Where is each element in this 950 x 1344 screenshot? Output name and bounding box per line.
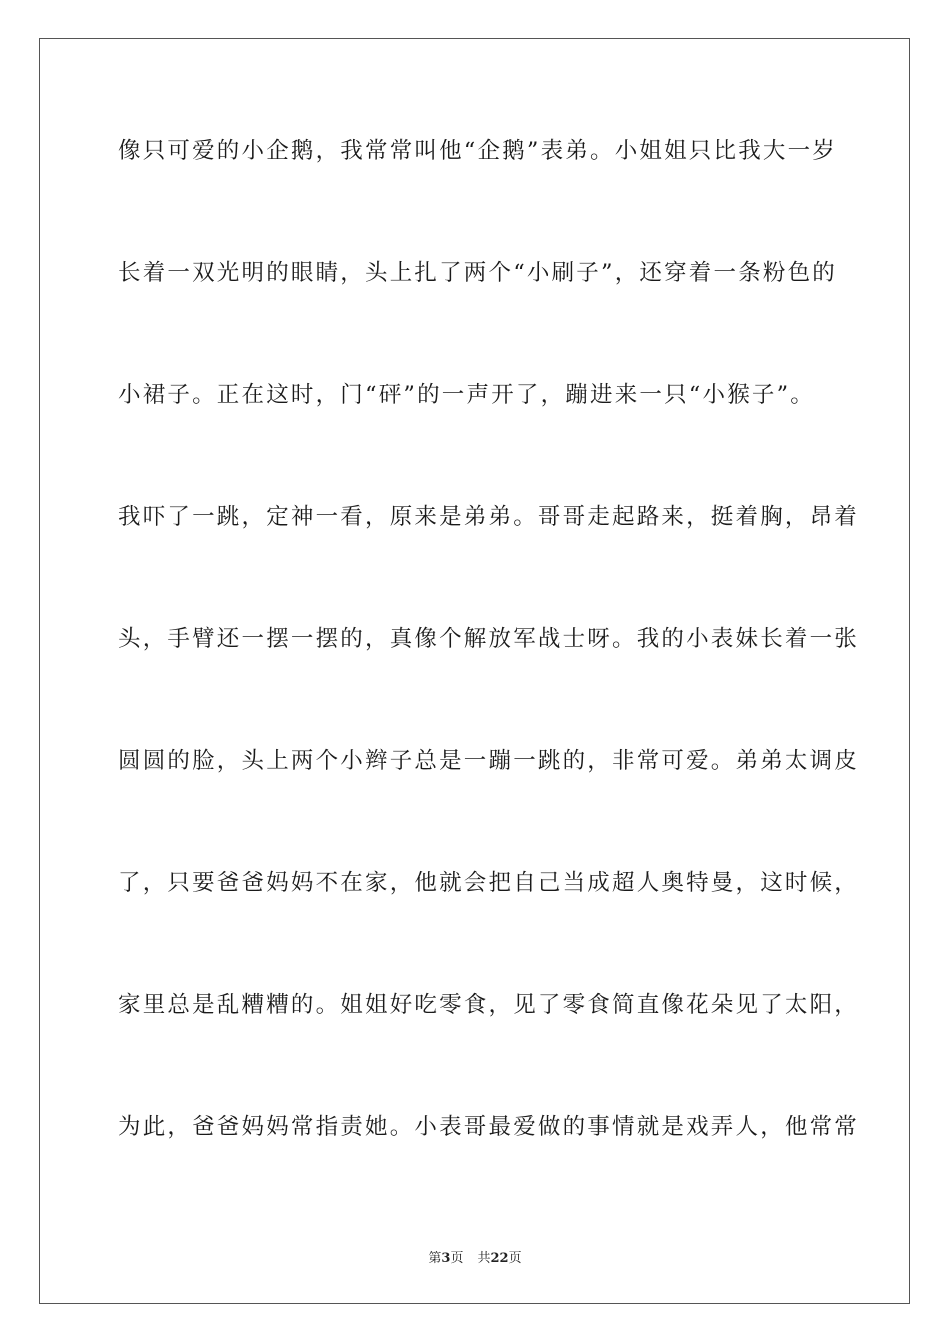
text-line: 为此，爸爸妈妈常指责她。小表哥最爱做的事情就是戏弄人，他常常 — [118, 1114, 860, 1140]
body-text — [118, 131, 860, 1229]
text-line: 了，只要爸爸妈妈不在家，他就会把自己当成超人奥特曼，这时候， — [118, 870, 860, 896]
text-line: 头，手臂还一摆一摆的，真像个解放军战士呀。我的小表妹长着一张 — [118, 626, 860, 652]
page-footer — [0, 1247, 950, 1266]
page-prefix: 第 — [428, 1251, 442, 1266]
total-pages-label — [477, 1251, 521, 1266]
text-line: 圆圆的脸，头上两个小辫子总是一蹦一跳的，非常可爱。弟弟太调皮 — [118, 748, 860, 774]
text-line: 家里总是乱糟糟的。姐姐好吃零食，见了零食简直像花朵见了太阳， — [118, 992, 860, 1018]
text-line: 长着一双光明的眼睛，头上扎了两个“小刷子”，还穿着一条粉色的 — [118, 260, 838, 286]
text-line: 小裙子。正在这时，门“砰”的一声开了，蹦进来一只“小猴子”。 — [118, 382, 816, 408]
page-suffix: 页 — [450, 1251, 464, 1266]
text-line: 像只可爱的小企鹅，我常常叫他“企鹅”表弟。小姐姐只比我大一岁 — [118, 138, 838, 164]
page-number: 3 — [441, 1251, 451, 1266]
total-pages: 22 — [490, 1251, 509, 1266]
total-prefix: 共 — [477, 1251, 491, 1266]
page-number-label — [428, 1251, 463, 1266]
text-line: 我吓了一跳，定神一看，原来是弟弟。哥哥走起路来，挺着胸，昂着 — [118, 504, 860, 530]
total-suffix: 页 — [508, 1251, 522, 1266]
